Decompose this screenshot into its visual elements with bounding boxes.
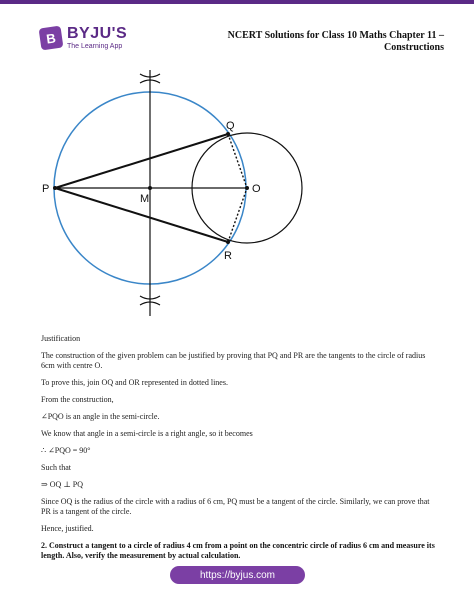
question-2: 2. Construct a tangent to a circle of radius 4 cm from a point on the concentric circle of radius 6 cm and measure its length. Also, verify the measurement by actual calculation. xyxy=(41,541,435,560)
paragraph: ∴ ∠PQO = 90° xyxy=(41,446,91,455)
label-q: Q xyxy=(226,120,235,132)
paragraph: To prove this, join OQ and OR represented in dotted lines. xyxy=(41,378,228,387)
point-q xyxy=(226,132,230,136)
title-line-2: Constructions xyxy=(383,42,444,53)
byjus-logo[interactable] xyxy=(40,26,127,50)
paragraph: From the construction, xyxy=(41,395,114,404)
title-line-1: NCERT Solutions for Class 10 Maths Chapter 11 – xyxy=(227,30,444,41)
website-link-button[interactable]: https://byjus.com xyxy=(170,566,305,584)
point-m xyxy=(148,186,152,190)
paragraph: The construction of the given problem can be justified by proving that PQ and PR are the tangents to the circle of radius 6cm with centre O. xyxy=(41,351,426,370)
label-o: O xyxy=(252,183,261,195)
radius-or-dotted xyxy=(228,188,247,242)
point-r xyxy=(226,240,230,244)
label-r: R xyxy=(224,250,232,262)
solution-text xyxy=(41,334,436,568)
logo-badge-icon: B xyxy=(39,26,64,51)
paragraph: ∠PQO is an angle in the semi-circle. xyxy=(41,412,160,421)
document-title xyxy=(224,30,444,54)
point-p xyxy=(53,186,57,190)
paragraph: Such that xyxy=(41,463,71,472)
tangent-pq xyxy=(55,134,228,188)
paragraph: We know that angle in a semi-circle is a right angle, so it becomes xyxy=(41,429,253,438)
top-accent-bar xyxy=(0,0,474,4)
label-m: M xyxy=(140,193,150,205)
paragraph: ⇒ OQ ⊥ PQ xyxy=(41,480,84,489)
paragraph: Hence, justified. xyxy=(41,524,94,533)
radius-oq-dotted xyxy=(228,134,247,188)
logo-name: BYJU'S xyxy=(67,25,128,42)
paragraph: Since OQ is the radius of the circle with a radius of 6 cm, PQ must be a tangent of the circle. Similarly, we can prove that PR is a tangent of the circle. xyxy=(41,497,430,516)
label-p: P xyxy=(42,183,50,195)
point-o xyxy=(245,186,249,190)
logo-tagline: The Learning App xyxy=(67,43,123,50)
paragraph: Justification xyxy=(41,334,81,343)
construction-figure xyxy=(38,62,318,324)
